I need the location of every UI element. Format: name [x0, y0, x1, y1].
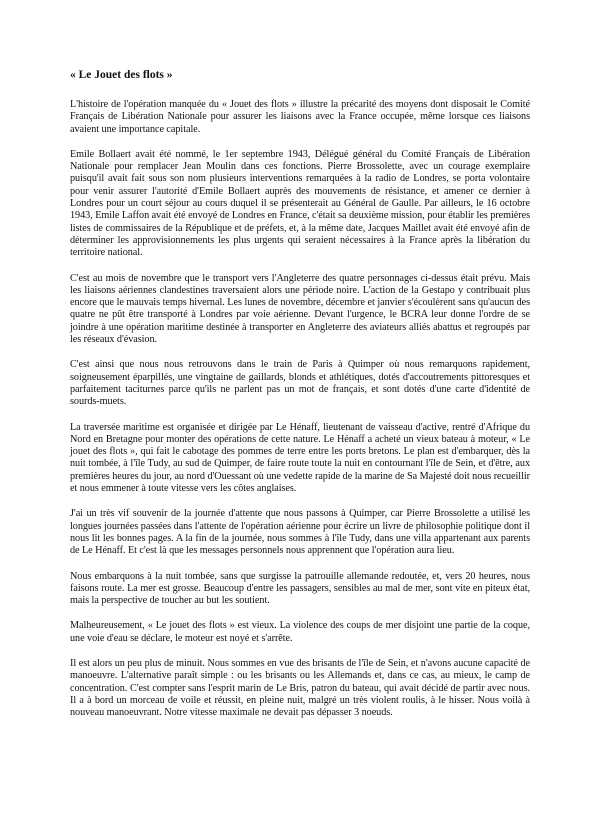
document-page [70, 62, 530, 732]
paragraph: C'est ainsi que nous nous retrouvons dans le train de Paris à Quimper où nous remarquons rapidement, soigneusement éparpillés, une vingtaine de gaillards, blonds et athlétiques, dotés d'accoutrements pittoresques et parfaitement taciturnes parce qu'ils ne parlent pas un mot de français, et sont dotés d'une carte d'identité de sourds-muets. [70, 359, 530, 408]
paragraph: La traversée maritime est organisée et dirigée par Le Hénaff, lieutenant de vaisseau d'active, rentré d'Afrique du Nord en Bretagne pour monter des opérations de cette nature. Le Hénaff a acheté un vieux bateau à moteur, « Le jouet des flots », qui fait le cabotage des pommes de terre entre les ports bretons. Le plan est d'embarquer, dès la nuit tombée, à l'île Tudy, au sud de Quimper, de faire route toute la nuit en contournant l'île de Sein, et d'être, aux premières heures du jour, au nord d'Ouessant où une vedette rapide de la marine de Sa Majesté doit nous recueillir et nous emmener à toute vitesse vers les côtes anglaises. [70, 421, 530, 495]
paragraph: L'histoire de l'opération manquée du « Jouet des flots » illustre la précarité des moyens dont disposait le Comité Français de Libération Nationale pour assurer les liaisons avec la France occupée, même lorsque ces liaisons avaient une importance capitale. [70, 99, 530, 135]
paragraph: J'ai un très vif souvenir de la journée d'attente que nous passons à Quimper, car Pierre Brossolette a utilisé les longues journées passées dans l'attente de l'opération aérienne pour écrire un livre de philosophie politique dont il nous lit les bonnes pages. A la fin de la journée, nous sommes à l'île Tudy, dans une villa appartenant aux parents de Le Hénaff. Et c'est là que les messages personnels nous apprennent que l'opération aura lieu. [70, 508, 530, 557]
paragraph: Il est alors un peu plus de minuit. Nous sommes en vue des brisants de l'île de Sein, et n'avons aucune capacité de manoeuvre. L'alternative paraît simple : ou les brisants ou les Allemands et, dans ce cas, au mieux, le camp de concentration. C'est compter sans l'esprit marin de Le Bris, patron du bateau, qui avait décidé de partir avec nous. Il a à bord un morceau de voile et réussit, en pleine nuit, malgré un très violent roulis, à le hisser. Nous voilà à nouveau manoeuvrant. Notre vitesse maximale ne devait pas dépasser 3 noeuds. [70, 657, 530, 719]
document-title: « Le Jouet des flots » [70, 69, 173, 81]
paragraph: Emile Bollaert avait été nommé, le 1er septembre 1943, Délégué général du Comité Français de Libération Nationale pour remplacer Jean Moulin dans ces fonctions. Pierre Brossolette, avec un courage exemplaire puisqu'il avait fait sous son nom plusieurs interventions remarquées à la radio de Londres, se porta volontaire pour venir assurer l'autorité d'Emile Bollaert auprès des mouvements de résistance, et amener ce dernier à Londres pour un court séjour au cours duquel il se présenterait au Général de Gaulle. Par ailleurs, le 16 octobre 1943, Emile Laffon avait été envoyé de Londres en France, c'était sa deuxième mission, pour établir les premières listes de commissaires de la République et de préfets, et, à la même date, Jacques Maillet avait été envoyé afin de déterminer les approvisionnements les plus urgents qui seraient nécessaires à la France après la libération du territoire national. [70, 148, 530, 259]
paragraph: Malheureusement, « Le jouet des flots » est vieux. La violence des coups de mer disjoint une partie de la coque, une voie d'eau se déclare, le moteur est noyé et s'arrête. [70, 620, 530, 644]
paragraph: Nous embarquons à la nuit tombée, sans que surgisse la patrouille allemande redoutée, et, vers 20 heures, nous faisons route. La mer est grosse. Beaucoup d'entre les passagers, sensibles au mal de mer, sont vite en piteux état, mais la perspective de toucher au but les soutient. [70, 570, 530, 607]
paragraph: C'est au mois de novembre que le transport vers l'Angleterre des quatre personnages ci-dessus était prévu. Mais les liaisons aériennes clandestines traversaient alors une période noire. L'action de la Gestapo y contribuait plus encore que le mauvais temps hivernal. Les lunes de novembre, décembre et janvier s'écoulèrent sans qu'aucun des quatre ne pût être transporté à Londres par voie aérienne. Devant l'urgence, le BCRA leur donne l'ordre de se joindre à une opération maritime destinée à transporter en Angleterre des aviateurs alliés abattus et regroupés par les réseaux d'évasion. [70, 272, 530, 346]
